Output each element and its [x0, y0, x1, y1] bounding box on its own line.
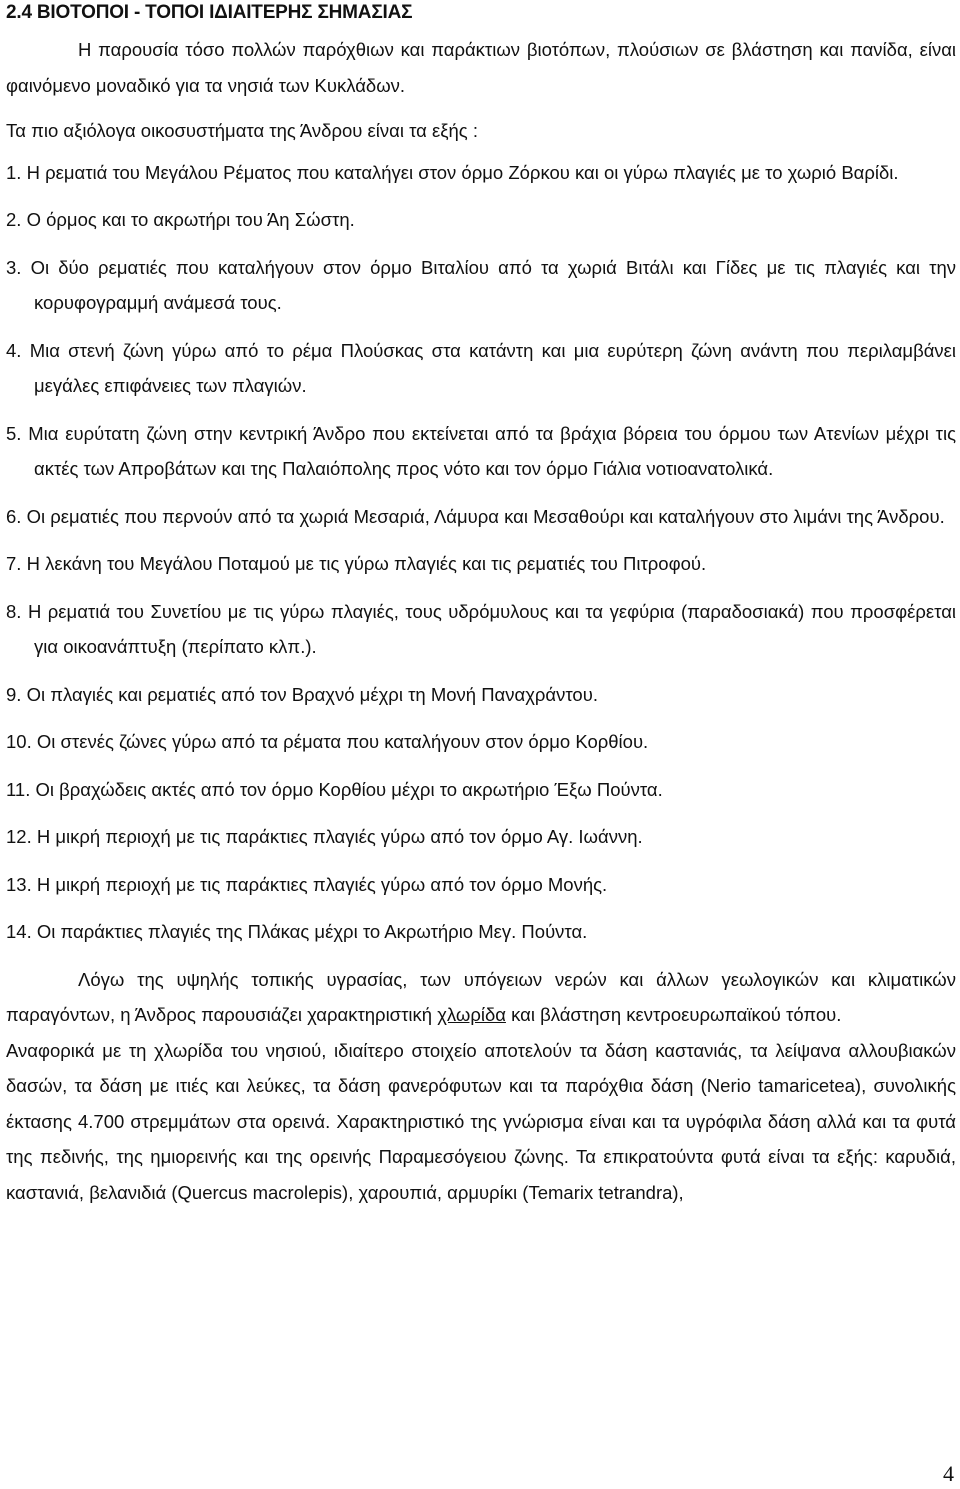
item-text: Οι πλαγιές και ρεματιές από τον Βραχνό μέχρι τη Μονή Παναχράντου. [26, 683, 598, 705]
list-item [6, 677, 956, 713]
item-text: Οι βραχώδεις ακτές από τον όρμο Κορθίου μέχρι το ακρωτήριο Έξω Πούντα. [35, 778, 663, 800]
item-text: Ο όρμος και το ακρωτήρι του Άη Σώστη. [26, 209, 355, 230]
page-number: 4 [943, 1461, 954, 1486]
flora-link[interactable]: χλωρίδα [437, 1004, 506, 1025]
list-lead-text: Τα πιο αξιόλογα οικοσυστήματα της Άνδρου είναι τα εξής : [6, 120, 478, 141]
intro-paragraph: Η παρουσία τόσο πολλών παρόχθιων και παράκτιων βιοτόπων, πλούσιων σε βλάστηση και πανίδα, είναι φαινόμενο μοναδικό για τα νησιά των Κυκλάδων. [6, 39, 956, 96]
flora-paragraph [6, 962, 956, 1033]
list-item [6, 333, 956, 404]
list-item [6, 594, 956, 665]
item-number: 14. [6, 921, 32, 942]
item-number: 12. [6, 826, 32, 847]
item-text: Οι στενές ζώνες γύρω από τα ρέματα που καταλήγουν στον όρμο Κορθίου. [36, 731, 649, 752]
list-item [6, 250, 956, 321]
item-text: Η λεκάνη του Μεγάλου Ποταμού με τις γύρω πλαγιές και τις ρεματιές του Πιτροφού. [26, 553, 707, 574]
item-number: 8. [6, 600, 22, 622]
item-number: 2. [6, 209, 22, 230]
list-item [6, 772, 956, 808]
list-item [6, 155, 956, 191]
document-page [6, 0, 956, 1210]
list-item [6, 202, 956, 238]
item-text: Μια στενή ζώνη γύρω από το ρέμα Πλούσκας στα κατάντη και μια ευρύτερη ζώνη ανάντη που περιλαμβάνει μεγάλες επιφάνειες των πλαγιών. [29, 339, 957, 396]
item-text: Η μικρή περιοχή με τις παράκτιες πλαγιές γύρω από τον όρμο Μονής. [36, 873, 608, 895]
item-text: Οι ρεματιές που περνούν από τα χωριά Μεσαριά, Λάμυρα και Μεσαθούρι και καταλήγουν στο λιμάνι της Άνδρου. [26, 505, 945, 527]
list-item [6, 499, 956, 535]
item-text: Οι παράκτιες πλαγιές της Πλάκας μέχρι το Ακρωτήριο Μεγ. Πούντα. [36, 921, 588, 942]
ecosystem-list [6, 155, 956, 950]
item-number: 7. [6, 553, 22, 574]
item-number: 5. [6, 422, 22, 444]
list-item [6, 546, 956, 582]
item-text: Η ρεματιά του Μεγάλου Ρέματος που καταλήγει στον όρμο Ζόρκου και οι γύρω πλαγιές με το χωριό Βαρίδι. [26, 161, 899, 183]
item-number: 13. [6, 873, 32, 895]
list-item [6, 416, 956, 487]
item-number: 9. [6, 683, 22, 705]
item-number: 4. [6, 339, 22, 361]
list-item [6, 914, 956, 950]
flora-text-after: και βλάστηση κεντροευρωπαϊκού τόπου. [505, 1004, 842, 1025]
item-text: Μια ευρύτατη ζώνη στην κεντρική Άνδρο που εκτείνεται από τα βράχια βόρεια του όρμου των Ατενίων μέχρι τις ακτές των Απροβάτων και της Παλαιόπολης προς νότο και τον όρμο Γιάλια νοτιοανατολικά. [28, 422, 957, 479]
item-number: 3. [6, 256, 22, 278]
list-item [6, 867, 956, 903]
item-number: 11. [6, 778, 31, 800]
list-item [6, 724, 956, 760]
flora-text-before: Λόγω της υψηλής τοπικής υγρασίας, των υπόγειων νερών και άλλων γεωλογικών και κλιματικών παραγόντων, η Άνδρος παρουσιάζει χαρακτηριστική [6, 968, 956, 1025]
item-text: Η μικρή περιοχή με τις παράκτιες πλαγιές γύρω από τον όρμο Αγ. Ιωάννη. [36, 826, 643, 847]
list-item [6, 819, 956, 855]
closing-paragraph: Αναφορικά με τη χλωρίδα του νησιού, ιδιαίτερο στοιχείο αποτελούν τα δάση καστανιάς, τα λείψανα αλλουβιακών δασών, τα δάση με ιτιές και λεύκες, τα δάση φανερόφυτων και τα παρόχθια δάση (Nerio tamaricetea), συνολικής έκτασης 4.700 στρεμμάτων στα ορεινά. Χαρακτηριστικό της γνώρισμα είναι και τα υγρόφιλα δάση αλλά και τα φυτά της πεδινής, της ημιορεινής και της ορεινής Παραμεσόγειου ζώνης. Τα επικρατούντα φυτά είναι τα εξής: καρυδιά, καστανιά, βελανιδιά (Quercus macrolepis), χαρουπιά, αρμυρίκι (Temarix tetrandra), [6, 1039, 956, 1203]
item-number: 10. [6, 731, 32, 752]
item-text: Η ρεματιά του Συνετίου με τις γύρω πλαγιές, τους υδρόμυλους και τα γεφύρια (παραδοσιακά) που προσφέρεται για οικοανάπτυξη (περίπατο κλπ.). [27, 600, 957, 657]
item-number: 6. [6, 505, 22, 527]
section-heading: 2.4 ΒΙΟΤΟΠΟΙ - ΤΟΠΟΙ ΙΔΙΑΙΤΕΡΗΣ ΣΗΜΑΣΙΑΣ [6, 2, 413, 23]
item-number: 1. [6, 161, 22, 183]
item-text: Οι δύο ρεματιές που καταλήγουν στον όρμο Βιταλίου από τα χωριά Βιτάλι και Γίδες με τις πλαγιές και την κορυφογραμμή ανάμεσά τους. [30, 256, 956, 313]
